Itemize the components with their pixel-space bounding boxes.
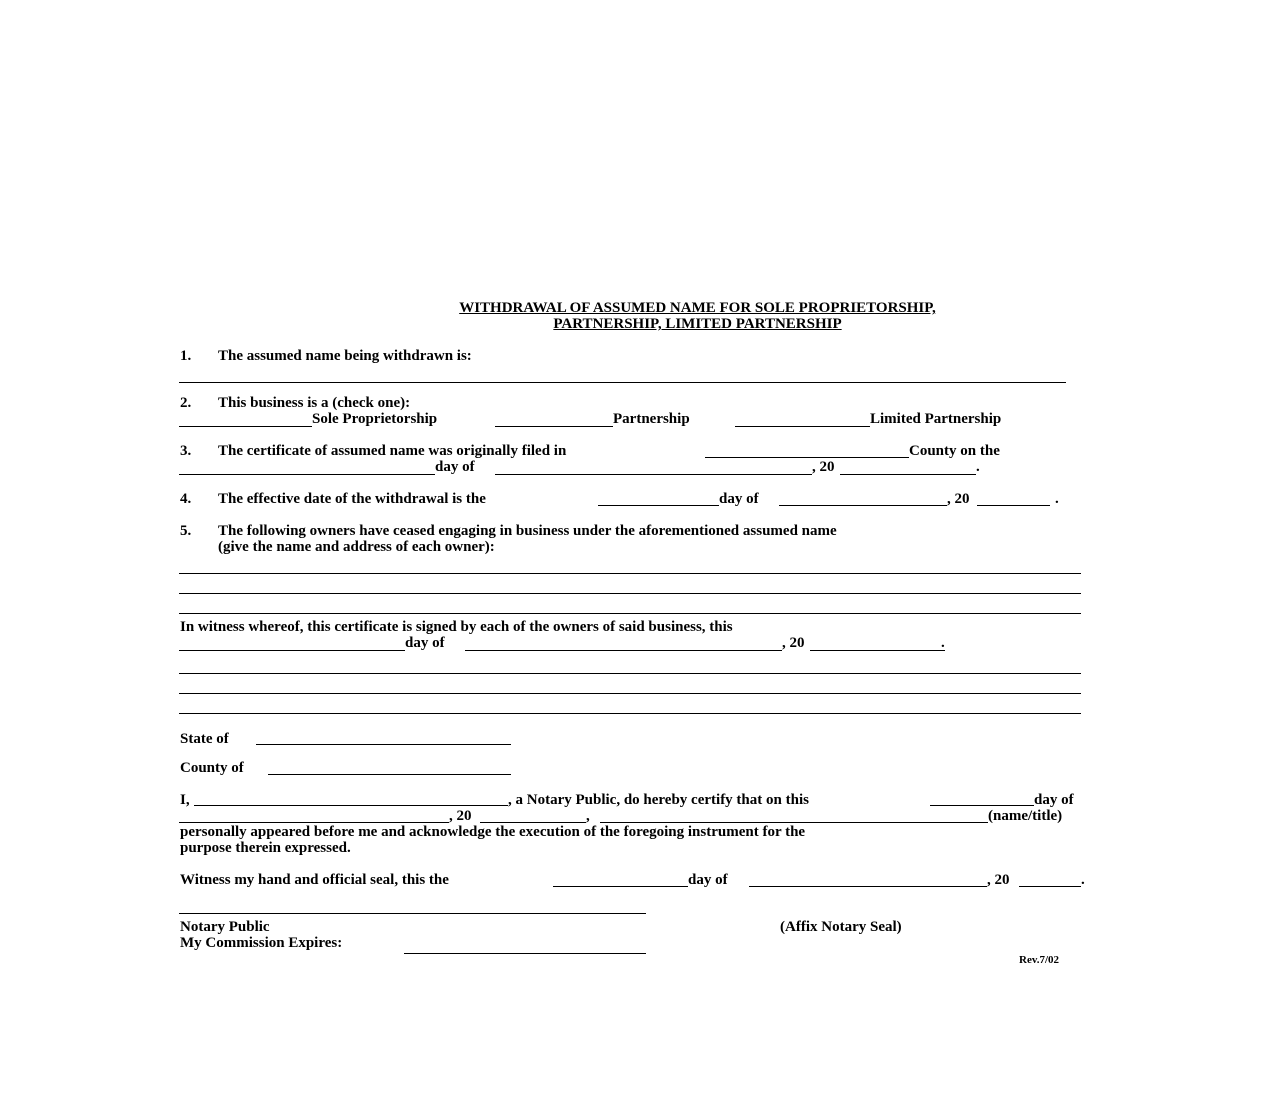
affix-seal-label: (Affix Notary Seal) — [780, 919, 902, 935]
notary-comma: , — [586, 808, 590, 824]
withdrawal-year-field[interactable] — [977, 505, 1050, 506]
state-label: State of — [180, 731, 229, 747]
witness-year-field[interactable] — [810, 650, 945, 651]
notary-text-line-3: personally appeared before me and acknowledge the execution of the foregoing instrument for the — [180, 824, 806, 840]
withdrawal-period: . — [1055, 491, 1059, 507]
state-field[interactable] — [256, 744, 511, 745]
name-title-label: (name/title) — [988, 808, 1063, 824]
item-2-number: 2. — [180, 395, 192, 411]
notary-public-label: Notary Public — [180, 919, 270, 935]
item-5-label-line-1: The following owners have ceased engaging in business under the aforementioned assumed name — [218, 523, 837, 539]
item-3-label: The certificate of assumed name was originally filed in — [218, 443, 567, 459]
notary-year-field[interactable] — [480, 822, 586, 823]
option-limited-partnership: Limited Partnership — [870, 411, 1002, 427]
witness-period: . — [941, 635, 945, 651]
owner-field-2[interactable] — [179, 593, 1081, 594]
form-title-line-2: PARTNERSHIP, LIMITED PARTNERSHIP — [553, 316, 842, 332]
seal-year-prefix: , 20 — [987, 872, 1010, 888]
withdrawal-month-field[interactable] — [779, 505, 947, 506]
form-title-line-1: WITHDRAWAL OF ASSUMED NAME FOR SOLE PROPRIETORSHIP, — [459, 300, 936, 316]
item-2-label: This business is a (check one): — [218, 395, 411, 411]
withdrawal-day-of-text: day of — [719, 491, 759, 507]
filing-county-field[interactable] — [705, 457, 909, 458]
withdrawal-day-field[interactable] — [598, 505, 719, 506]
notary-year-prefix: , 20 — [449, 808, 472, 824]
notary-signature-field[interactable] — [179, 913, 646, 914]
owner-field-1[interactable] — [179, 573, 1081, 574]
seal-year-field[interactable] — [1019, 886, 1081, 887]
county-on-the-text: County on the — [909, 443, 1000, 459]
appearing-person-field[interactable] — [600, 822, 988, 823]
partnership-checkbox-line[interactable] — [495, 426, 613, 427]
filing-period: . — [976, 459, 980, 475]
notary-text-line-4: purpose therein expressed. — [180, 840, 351, 856]
signature-field-3[interactable] — [179, 713, 1081, 714]
notary-day-of-text: day of — [1034, 792, 1074, 808]
revision-label: Rev.7/02 — [1019, 954, 1060, 966]
option-partnership: Partnership — [613, 411, 690, 427]
commission-label: My Commission Expires: — [180, 935, 343, 951]
witness-year-prefix: , 20 — [782, 635, 805, 651]
filing-year-field[interactable] — [840, 474, 976, 475]
item-5-number: 5. — [180, 523, 192, 539]
signature-field-2[interactable] — [179, 693, 1081, 694]
item-4-number: 4. — [180, 491, 192, 507]
witness-day-of-text: day of — [405, 635, 445, 651]
item-5-label-line-2: (give the name and address of each owner): — [218, 539, 495, 555]
filing-day-of-text: day of — [435, 459, 475, 475]
signature-field-1[interactable] — [179, 673, 1081, 674]
witness-month-field[interactable] — [465, 650, 782, 651]
notary-day-field[interactable] — [930, 805, 1034, 806]
item-3-number: 3. — [180, 443, 192, 459]
limited-partnership-checkbox-line[interactable] — [735, 426, 870, 427]
item-1-label: The assumed name being withdrawn is: — [218, 348, 472, 364]
seal-day-field[interactable] — [553, 886, 688, 887]
county-label: County of — [180, 760, 244, 776]
witness-day-field[interactable] — [179, 650, 405, 651]
owner-field-3[interactable] — [179, 613, 1081, 614]
county-field[interactable] — [268, 774, 511, 775]
assumed-name-field[interactable] — [179, 382, 1066, 383]
option-sole-proprietorship: Sole Proprietorship — [312, 411, 438, 427]
notary-certify-text: , a Notary Public, do hereby certify that on this — [508, 792, 809, 808]
commission-expires-field[interactable] — [404, 953, 646, 954]
notary-month-field[interactable] — [179, 822, 449, 823]
seal-day-of-text: day of — [688, 872, 728, 888]
filing-year-prefix: , 20 — [812, 459, 835, 475]
seal-period: . — [1081, 872, 1085, 888]
filing-day-field[interactable] — [179, 474, 435, 475]
seal-month-field[interactable] — [749, 886, 987, 887]
withdrawal-year-prefix: , 20 — [947, 491, 970, 507]
notary-name-field[interactable] — [194, 805, 508, 806]
filing-month-field[interactable] — [495, 474, 812, 475]
sole-proprietorship-checkbox-line[interactable] — [179, 426, 312, 427]
notary-i-label: I, — [180, 792, 190, 808]
item-1-number: 1. — [180, 348, 192, 364]
item-4-label: The effective date of the withdrawal is the — [218, 491, 486, 507]
seal-witness-label: Witness my hand and official seal, this the — [180, 872, 449, 888]
witness-statement: In witness whereof, this certificate is signed by each of the owners of said business, this — [180, 619, 733, 635]
